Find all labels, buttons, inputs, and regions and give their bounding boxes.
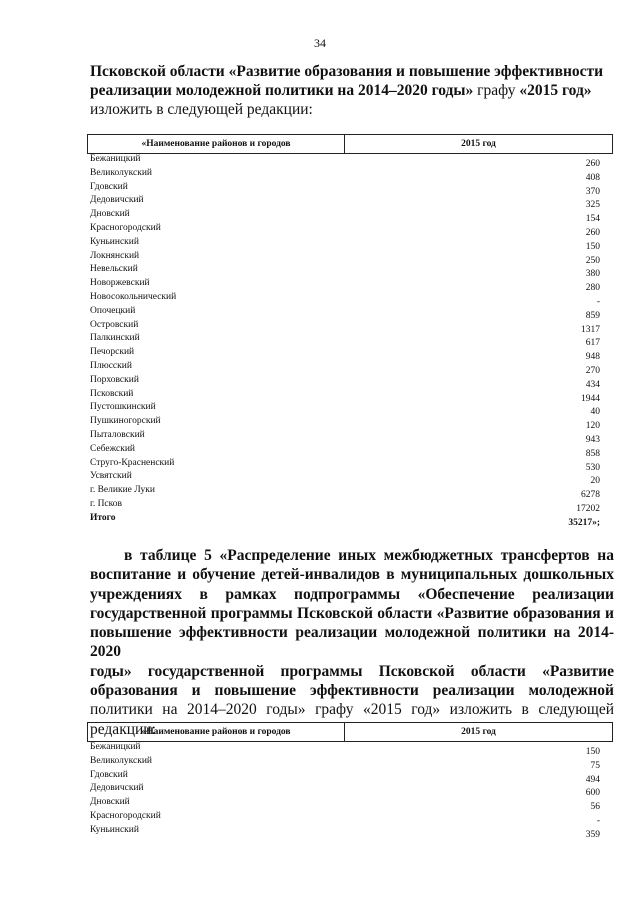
row-name: Струго-Красненский [90, 457, 175, 468]
row-name: Порховский [90, 374, 139, 385]
row-value: 359 [585, 829, 600, 840]
row-value: 948 [585, 352, 600, 363]
row-value: 56 [590, 802, 600, 813]
row-value: 943 [585, 434, 600, 445]
table1-header-year: 2015 год [461, 139, 496, 149]
row-name: Гдовский [90, 769, 128, 780]
row-value: 1944 [581, 393, 600, 404]
table-row [90, 444, 600, 458]
paragraph-line: в таблице 5 «Распределение иных межбюджетных трансфертов на [124, 547, 614, 564]
row-name: Куньинский [90, 824, 139, 835]
row-name: Пустошкинский [90, 402, 156, 413]
table2-header-year: 2015 год [461, 727, 496, 737]
row-name: Псковский [90, 388, 134, 399]
row-name: Себежский [90, 443, 135, 454]
paragraph-line: учреждениях в рамках подпрограммы «Обеспечение реализации [90, 585, 614, 603]
row-name: Палкинский [90, 333, 140, 344]
row-name: г. Великие Луки [90, 485, 155, 496]
paragraph-line: редакции: [90, 720, 156, 738]
row-name: Куньинский [90, 236, 139, 247]
row-value: 20 [590, 476, 600, 487]
paragraph-line: государственной программы Псковской области «Развитие образования и [90, 604, 614, 622]
paragraph-line: воспитание и обучение детей-инвалидов в муниципальных дошкольных [90, 566, 614, 584]
row-name: Дновский [90, 209, 130, 220]
paragraph [90, 546, 614, 739]
row-value: 6278 [581, 490, 600, 501]
table-row [90, 402, 600, 416]
table-row [90, 292, 600, 306]
table-row [90, 742, 600, 756]
row-name: Дедовичский [90, 783, 144, 794]
row-name: Усвятский [90, 471, 132, 482]
table-row [90, 168, 600, 182]
row-value: 494 [585, 774, 600, 785]
row-value: 280 [585, 283, 600, 294]
row-name: Островский [90, 319, 139, 330]
row-value: 250 [585, 255, 600, 266]
table-row [90, 458, 600, 472]
row-value: 150 [585, 241, 600, 252]
row-value: 859 [585, 310, 600, 321]
table1-header-name: «Наименование районов и городов [88, 135, 345, 153]
table-row [90, 811, 600, 825]
row-value: 120 [585, 421, 600, 432]
row-name: Локнянский [90, 250, 140, 261]
table-row [90, 251, 600, 265]
table-row [90, 825, 600, 839]
row-value: 370 [585, 186, 600, 197]
intro-line-2: реализации молодежной политики на 2014–2020 годы» графу «2015 год» [90, 82, 592, 99]
row-value: 154 [585, 214, 600, 225]
paragraph-line: повышение эффективности реализации молодежной политики на 2014-2020 [90, 624, 614, 661]
row-name: Бежаницкий [90, 742, 141, 752]
paragraph-line: годы» государственной программы Псковской области «Развитие [90, 662, 614, 680]
row-value: 40 [590, 407, 600, 418]
row-value: - [596, 815, 600, 826]
row-value: 35217»; [568, 517, 600, 528]
row-name: Пушкиногорский [90, 416, 161, 427]
row-name: Опочецкий [90, 305, 136, 316]
table-row [90, 278, 600, 292]
intro-line-1: Псковской области «Развитие образования и повышение эффективности [90, 63, 604, 80]
page-number: 34 [314, 36, 326, 50]
row-name: Печорский [90, 347, 135, 358]
table-row [90, 237, 600, 251]
row-value: 260 [585, 159, 600, 169]
table-row [90, 154, 600, 168]
table-row [90, 485, 600, 499]
row-name: Новосокольнический [90, 291, 177, 302]
row-name: Дедовичский [90, 195, 144, 206]
table1-header [87, 134, 613, 154]
table-row [90, 361, 600, 375]
table2-body [90, 742, 600, 839]
table-row [90, 389, 600, 403]
table-row [90, 770, 600, 784]
row-value: - [596, 296, 600, 307]
table-row [90, 333, 600, 347]
row-value: 75 [590, 760, 600, 771]
row-name: Пыталовский [90, 429, 145, 440]
row-name: Великолукский [90, 167, 153, 178]
table-row [90, 195, 600, 209]
row-value: 260 [585, 227, 600, 238]
row-name: Итого [90, 512, 116, 523]
intro-line-3: изложить в следующей редакции: [90, 101, 313, 118]
table-row [90, 209, 600, 223]
table-row [90, 783, 600, 797]
row-name: Гдовский [90, 181, 128, 192]
row-value: 600 [585, 788, 600, 799]
table-row [90, 306, 600, 320]
row-value: 380 [585, 269, 600, 280]
table-row [90, 320, 600, 334]
table-row [90, 513, 600, 527]
table-row [90, 223, 600, 237]
row-value: 325 [585, 200, 600, 211]
table-row [90, 182, 600, 196]
row-value: 858 [585, 448, 600, 459]
row-value: 270 [585, 365, 600, 376]
table-row [90, 430, 600, 444]
row-name: Новоржевский [90, 278, 150, 289]
row-value: 617 [585, 338, 600, 349]
row-name: Плюсский [90, 360, 132, 371]
table-row [90, 499, 600, 513]
table-row [90, 756, 600, 770]
row-name: Невельский [90, 264, 138, 275]
table2-header-name: «Наименование районов и городов [88, 723, 345, 741]
paragraph-line: образования и повышение эффективности реализации молодежной [90, 682, 614, 700]
row-name: Красногородский [90, 810, 161, 821]
row-value: 434 [585, 379, 600, 390]
row-name: Красногородский [90, 222, 161, 233]
row-value: 150 [585, 747, 600, 757]
row-name: г. Псков [90, 498, 123, 509]
intro-text [90, 62, 614, 119]
table-row [90, 347, 600, 361]
paragraph-line: политики на 2014–2020 годы» графу «2015 год» изложить в следующей [90, 701, 614, 719]
row-name: Великолукский [90, 755, 153, 766]
table-row [90, 471, 600, 485]
row-name: Дновский [90, 797, 130, 808]
table-row [90, 797, 600, 811]
table-row [90, 375, 600, 389]
table1-body [90, 154, 600, 527]
table2-header [87, 722, 613, 742]
row-value: 1317 [581, 324, 600, 335]
table-row [90, 264, 600, 278]
row-value: 17202 [576, 503, 600, 514]
table-row [90, 416, 600, 430]
row-name: Бежаницкий [90, 154, 141, 164]
row-value: 530 [585, 462, 600, 473]
row-value: 408 [585, 172, 600, 183]
